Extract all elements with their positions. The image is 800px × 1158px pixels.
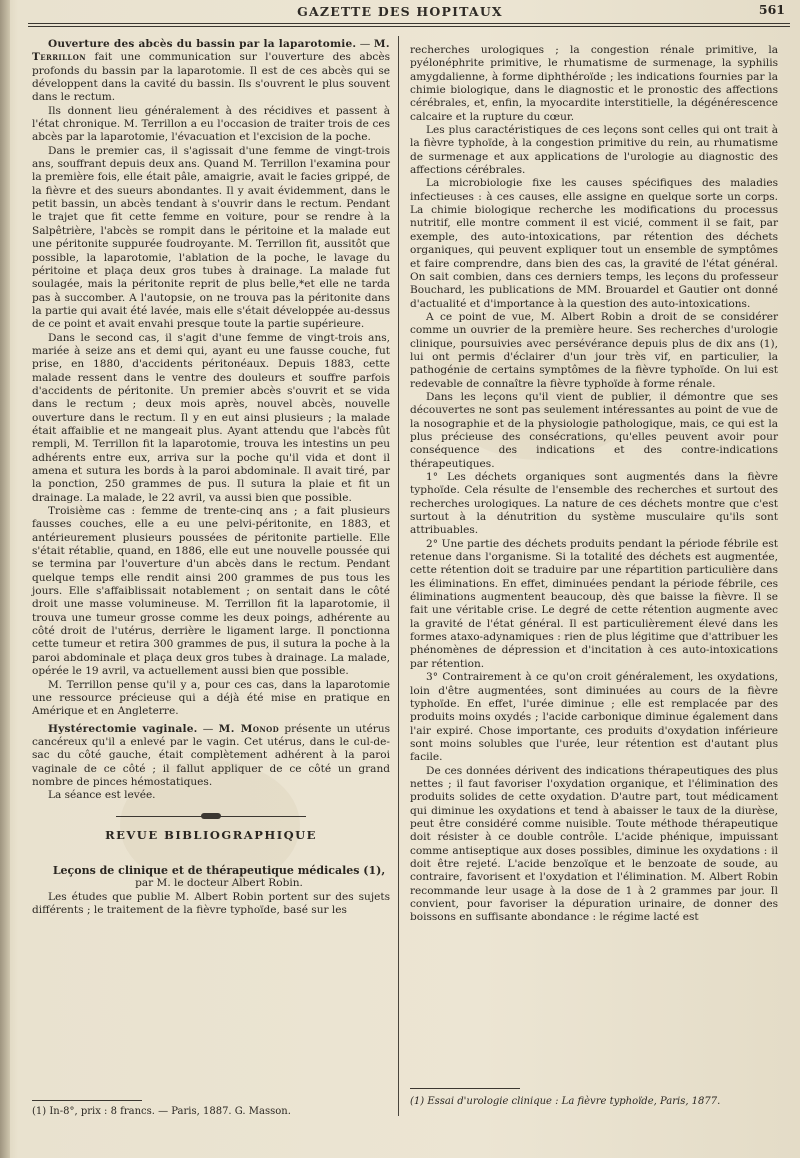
paragraph: 2° Une partie des déchets produits pendant la période fébrile est retenue dans l'organisme. Si la totalité des déchets est augmentée, cette rétention doit se traduire par une répartition particulière dans les éliminations. En effet, diminuées pendant la période fébrile, ces éliminations augmentent beaucoup, dès que baisse la fièvre. Il se fait une véritable crise. Le degré de cette rétention augmente avec la gravité de l'état général. Il est particulièrement élevé dans les formes ataxo-adynamiques : rien de plus légitime que d'attribuer les phénomènes de dépression et d'incitation à ces auto-intoxications par rétention. [410, 537, 778, 670]
binding-spine [0, 0, 10, 1158]
paragraph-laparotomie-intro [32, 38, 390, 105]
column-divider [398, 36, 399, 1116]
footnote-left [32, 1100, 390, 1118]
paragraph: De ces données dérivent des indications thérapeutiques des plus nettes ; il faut favoriser l'oxydation organique, et l'élimination des produits solides de cette oxydation. D'autre part, tout médicament qui diminue les oxydations et tend à abaisser le taux de la diurèse, peut être considéré comme nuisible. Toute méthode thérapeutique doit résister à ce double contrôle. L'acide phénique, impuissant comme antiseptique aux doses possibles, diminue les oxydations : il doit être rejeté. L'acide benzoïque et le benzoate de soude, au contraire, favorisent et l'oxydation et l'élimination. M. Albert Robin recommande leur usage à la dose de 1 à 2 grammes par jour. Il convient, pour favoriser la dépuration urinaire, de donner des boissons en suffisante abondance : le régime lacté est [410, 764, 778, 924]
paragraph: Dans les leçons qu'il vient de publier, il démontre que ses découvertes ne sont pas seulement intéressantes au point de vue de la nosographie et de la physiologie pathologique, mais, ce qui est la plus précieuse des consécrations, qu'elles peuvent avoir pour conséquence des indications et des contre-indications thérapeutiques. [410, 390, 778, 470]
footnote-text: (1) Essai d'urologie clinique : La fièvre typhoïde, Paris, 1877. [410, 1096, 721, 1107]
page-number: 561 [758, 2, 785, 17]
paragraph: Troisième cas : femme de trente-cinq ans ; a fait plusieurs fausses couches, elle a eu une pelvi-péritonite, en 1883, et antérieurement plusieurs poussées de péritonite partielle. Elle s'était rétablie, quand, en 1886, elle eut une nouvelle poussée qui se termina par l'ouverture d'un abcès dans le rectum. Pendant quelque temps elle rendit ainsi 200 grammes de pus tous les jours. Elle s'affaiblissait notablement ; on sentait dans le côté droit une masse volumineuse. M. Terrillon fit la laparotomie, il trouva une tumeur grosse comme les deux poings, adhérente au côté droit de l'utérus, derrière le ligament large. Il ponctionna cette tumeur et retira 300 grammes de pus, il sutura la poche à la paroi abdominale et plaça deux gros tubes à drainage. La malade, opérée le 19 avril, va actuellement aussi bien que possible. [32, 505, 390, 678]
book-title: Leçons de clinique et de thérapeutique médicales (1), [52, 863, 386, 877]
author-terrillon: M. Terrillon [32, 38, 390, 64]
section-title-hysterectomie: Hystérectomie vaginale. [48, 722, 198, 735]
dash: — [197, 722, 219, 735]
paragraph: Les plus caractéristiques de ces leçons sont celles qui ont trait à la fièvre typhoïde, à la congestion primitive du rein, au rhumatisme de surmenage et aux applications de l'urologie au diagnostic des affections cérébrales. [410, 124, 778, 177]
paragraph: 3° Contrairement à ce qu'on croit généralement, les oxydations, loin d'être augmentées, sont diminuées au cours de la fièvre typhoïde. En effet, l'urée diminue ; elle est remplacée par des produits moins oxydés ; l'acide carbonique diminue également dans l'air expiré. Chose importante, ces produits d'oxydation inférieure sont moins solubles que l'urée, leur rétention est d'autant plus facile. [410, 671, 778, 764]
paragraph-hysterectomie [32, 723, 390, 790]
footnote-right [410, 1088, 778, 1108]
author-monod: M. Monod [218, 722, 280, 735]
paragraph: La séance est levée. [48, 789, 156, 802]
paragraph: Dans le premier cas, il s'agissait d'une femme de vingt-trois ans, souffrant depuis deux ans. Quand M. Terrillon l'examina pour la première fois, elle était pâle, amaigrie, avait le facies grippé, de la fièvre et des sueurs abondantes. Il y avait évidemment, dans le petit bassin, un abcès tendant à s'ouvrir dans le rectum. Pendant le trajet que fit cette femme en voiture, pour se rendre à la Salpêtrière, l'abcès se rompit dans le péritoine et la malade eut une péritonite suppurée foudroyante. M. Terrillon fit, aussitôt que possible, la laparotomie, l'ablation de la poche, le lavage du péritoine et plaça deux gros tubes à drainage. La malade fut soulagée, mais la péritonite reprit de plus belle,*et elle ne tarda pas à succomber. A l'autopsie, on ne trouva pas la péritonite dans la partie qui avait été lavée, mais elle s'était développée au-dessus de ce point et avait envahi presque toute la partie supérieure. [32, 144, 390, 331]
dash: — [356, 38, 374, 50]
paragraph-text: présente un utérus cancéreux qu'il a enlevé par le vagin. Cet utérus, dans le cul-de-sac du côté gauche, était complètement adhérent à la paroi vaginale de ce côté ; il fallut appliquer de ce côté un grand nombre de pinces hémostatiques. [32, 722, 390, 788]
footnote-text: (1) In-8°, prix : 8 francs. — Paris, 1887. G. Masson. [32, 1106, 291, 1117]
paragraph: A ce point de vue, M. Albert Robin a droit de se considérer comme un ouvrier de la première heure. Ses recherches d'urologie clinique, poursuivies avec persévérance depuis plus de dix ans (1), lui ont permis d'éclairer d'un jour très vif, en particulier, la pathogénie de certains symptômes de la fièvre typhoïde. On lui est redevable de connaître la fièvre typhoïde à forme rénale. [410, 310, 778, 390]
header-rule [28, 26, 790, 27]
paragraph-text: fait une communication sur l'ouverture des abcès profonds du bassin par la laparotomie. Il est de ces abcès qui se développent dans la cavité du bassin. Ils s'ouvrent le plus souvent dans le rectum. [32, 51, 390, 104]
paragraph: Les études que publie M. Albert Robin portent sur des sujets différents ; le traitement de la fièvre typhoïde, basé sur les [32, 890, 390, 916]
book-author: par M. le docteur Albert Robin. [135, 877, 303, 890]
footnote-rule [410, 1088, 520, 1089]
ornamental-rule [116, 813, 306, 819]
paragraph: M. Terrillon pense qu'il y a, pour ces cas, dans la laparotomie une ressource précieuse qui a déjà été mise en pratique en Amérique et en Angleterre. [32, 678, 390, 718]
paragraph: Dans le second cas, il s'agit d'une femme de vingt-trois ans, mariée à seize ans et demi qui, ayant eu une fausse couche, fut prise, en 1880, d'accidents péritonéaux. Depuis 1883, cette malade ressent dans le ventre des douleurs et souffre parfois d'accidents de péritonite. Un premier abcès s'ouvrit et se vida dans le rectum ; deux mois après, nouvel abcès, nouvelle ouverture dans le rectum. Il y en eut ainsi plusieurs ; la malade était affaiblie et ne mangeait plus. Ayant attendu que l'abcès fût rempli, M. Terrillon fit la laparotomie, trouva les intestins un peu adhérents entre eux, arriva sur la poche qu'il vida et dont il amena et sutura les bords à la paroi abdominale. Il avait tiré, par la ponction, 250 grammes de pus. Il sutura la plaie et fit un drainage. La malade, le 22 avril, va aussi bien que possible. [32, 331, 390, 504]
left-column [32, 38, 390, 917]
paragraph: La microbiologie fixe les causes spécifiques des maladies infectieuses : à ces causes, elle assigne en quelque sorte un corps. La chimie biologique recherche les modifications du processus nutritif, elle montre comment il est vicié, comment il se fait, par exemple, des auto-intoxications, par rétention des déchets organiques, qui peuvent expliquer tout un ensemble de symptômes et faire comprendre, dans bien des cas, la gravité de l'état général. On sait combien, dans ces derniers temps, les leçons du professeur Bouchard, les publications de MM. Brouardel et Gautier ont donné d'actualité et d'importance à la question des auto-intoxications. [410, 177, 778, 310]
section-title-abces: Ouverture des abcès du bassin par la laparotomie. [48, 38, 357, 50]
right-column [410, 44, 778, 925]
review-heading: REVUE BIBLIOGRAPHIQUE [105, 827, 317, 842]
running-title: GAZETTE DES HOPITAUX [297, 4, 503, 19]
paragraph: recherches urologiques ; la congestion rénale primitive, la pyélonéphrite primitive, le rhumatisme de surmenage, la syphilis amygdalienne, à forme diphthéroïde ; les indications fournies par la chimie biologique, dans le diagnostic et le pronostic des affections cérébrales, et, enfin, la myocardite interstitielle, la dégénérescence calcaire et la rupture du cœur. [410, 44, 778, 123]
paragraph: Ils donnent lieu généralement à des récidives et passent à l'état chronique. M. Terrillon a eu l'occasion de traiter trois de ces abcès par la laparotomie, l'évacuation et l'excision de la poche. [32, 104, 390, 144]
header-rule [28, 23, 790, 24]
paragraph: 1° Les déchets organiques sont augmentés dans la fièvre typhoïde. Cela résulte de l'ensemble des recherches et surtout des recherches urologiques. La nature de ces déchets montre que c'est surtout à la dénutrition du système musculaire qu'ils sont attribuables. [410, 471, 778, 537]
footnote-rule [32, 1100, 142, 1101]
